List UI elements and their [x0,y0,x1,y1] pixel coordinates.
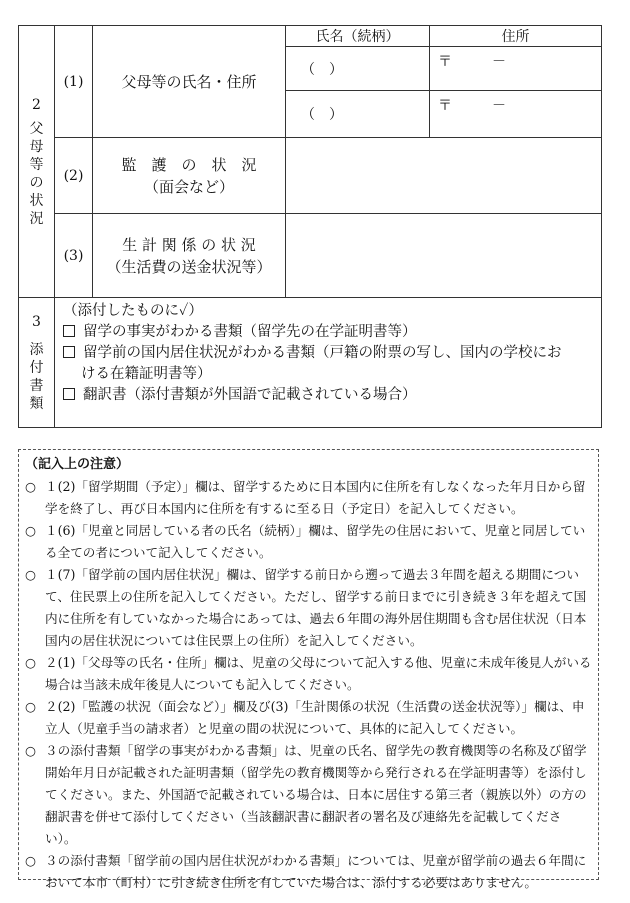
note-item [25,850,592,894]
section2-char: 父 [29,120,44,137]
custody-status-field[interactable] [286,138,602,214]
attachment-label-continuation: ける在籍証明書等） [81,366,212,382]
form-frame [18,25,601,429]
row2-label-line2: （面会など） [143,177,234,196]
note-item [25,476,592,520]
row1-label: 父母等の氏名・住所 [93,26,286,138]
section2-char: 等 [29,156,44,173]
row2-label-line1: 監 護 の 状 況 [121,155,257,174]
attachment-item-residence-proof[interactable] [63,343,595,364]
checkbox[interactable] [63,346,75,358]
address-column-header: 住所 [430,26,602,47]
checkbox[interactable] [63,325,75,337]
attachments-intro: （添付したものに✓） [63,303,203,319]
bullet-circle-icon: ○ [25,655,36,670]
row3-label-line1: 生 計 関 係 の 状 況 [122,235,256,254]
row2-label [93,138,286,214]
parent2-name-field[interactable]: （ ） [286,91,430,138]
parent1-address-field[interactable] [430,47,602,91]
attachment-item-study-proof[interactable] [63,322,595,343]
livelihood-status-field[interactable] [286,214,602,298]
row3-label [93,214,286,298]
attachment-label: 留学前の国内居住状況がわかる書類（戸籍の附票の写し、国内の学校にお [83,345,562,361]
row1-num: (1) [55,26,93,138]
postal-mark: 〒 [438,54,452,70]
checkbox[interactable] [63,388,75,400]
attachments-cell [55,298,602,428]
name-column-header: 氏名（続柄） [286,26,430,47]
attachment-item-translation[interactable] [63,385,595,406]
bullet-circle-icon: ○ [25,853,36,868]
row3-num: (3) [55,214,93,298]
attachment-label: 留学の事実がわかる書類（留学先の在学証明書等） [83,324,417,340]
section3-label [19,298,55,428]
note-text: ３の添付書類「留学前の国内居住状況がわかる書類」については、児童が留学前の過去６年間において本市（町村）に引き続き住所を有していた場合は、添付する必要はありません。 [45,853,587,890]
note-text: １(6)「児童と同居している者の氏名（続柄）」欄は、留学先の住居において、児童と同居している全ての者について記入してください。 [45,523,586,560]
note-item [25,520,592,564]
section2-char: 母 [29,138,44,155]
note-item [25,740,592,850]
section3-char: 類 [29,395,44,412]
section2-vertical-label [29,120,45,228]
note-text: ２(2)「監護の状況（面会など）」欄及び(3)「生計関係の状況（生活費の送金状況等）」欄は、申立人（児童手当の請求者）と児童の間の状況について、具体的に記入してください。 [45,699,585,736]
section2-char: の [29,174,44,191]
section3-num: 3 [32,313,41,330]
notes-title: （記入上の注意） [25,457,130,472]
section3-char: 書 [29,377,44,394]
section2-char: 況 [29,210,44,227]
note-text: ３の添付書類「留学の事実がわかる書類」は、児童の氏名、留学先の教育機関等の名称及び留学開始年月日が記載された証明書類（留学先の教育機関等から発行される在学証明書等）を添付してください。また、外国語で記載されている場合は、日本に居住する第三者（親族以外）の方の翻訳書を併せて添付してください（当該翻訳書に翻訳者の署名及び連絡先を記載してください）。 [45,743,587,846]
section2-num: 2 [32,96,41,113]
postal-dash: － [492,54,506,70]
section2-label [19,26,55,298]
parent2-address-field[interactable] [430,91,602,138]
bullet-circle-icon: ○ [25,479,36,494]
section3-char: 添 [29,341,44,358]
postal-dash: － [492,98,506,114]
section3-vertical-label [29,341,45,413]
bullet-circle-icon: ○ [25,743,36,758]
form-table [18,25,602,428]
note-item [25,696,592,740]
row2-num: (2) [55,138,93,214]
notes-box [18,449,599,890]
postal-mark: 〒 [438,98,452,114]
note-text: ２(1)「父母等の氏名・住所」欄は、児童の父母について記入する他、児童に未成年後見人がいる場合は当該未成年後見人についても記入してください。 [45,655,592,692]
section2-char: 状 [29,192,44,209]
note-text: １(2)「留学期間（予定）」欄は、留学するために日本国内に住所を有しなくなった年月日から留学を終了し、再び日本国内に住所を有するに至る日（予定日）を記入してください。 [45,479,586,516]
note-item [25,564,592,652]
bullet-circle-icon: ○ [25,567,36,582]
note-item [25,652,592,696]
parent1-name-field[interactable]: （ ） [286,47,430,91]
bullet-circle-icon: ○ [25,523,36,538]
row3-label-line2: （生活費の送金状況等） [106,257,272,276]
bullet-circle-icon: ○ [25,699,36,714]
attachment-label: 翻訳書（添付書類が外国語で記載されている場合） [83,387,417,403]
section3-char: 付 [29,359,44,376]
note-text: １(7)「留学前の国内居住状況」欄は、留学する前日から遡って過去３年間を超える期間について、住民票上の住所を記入してください。ただし、留学する前日までに引き続き３年を超えて国内に住所を有していなかった場合にあっては、過去６年間の海外居住期間も含む居住状況（日本国内の居住状況については住民票上の住所）を記入してください。 [45,567,587,648]
